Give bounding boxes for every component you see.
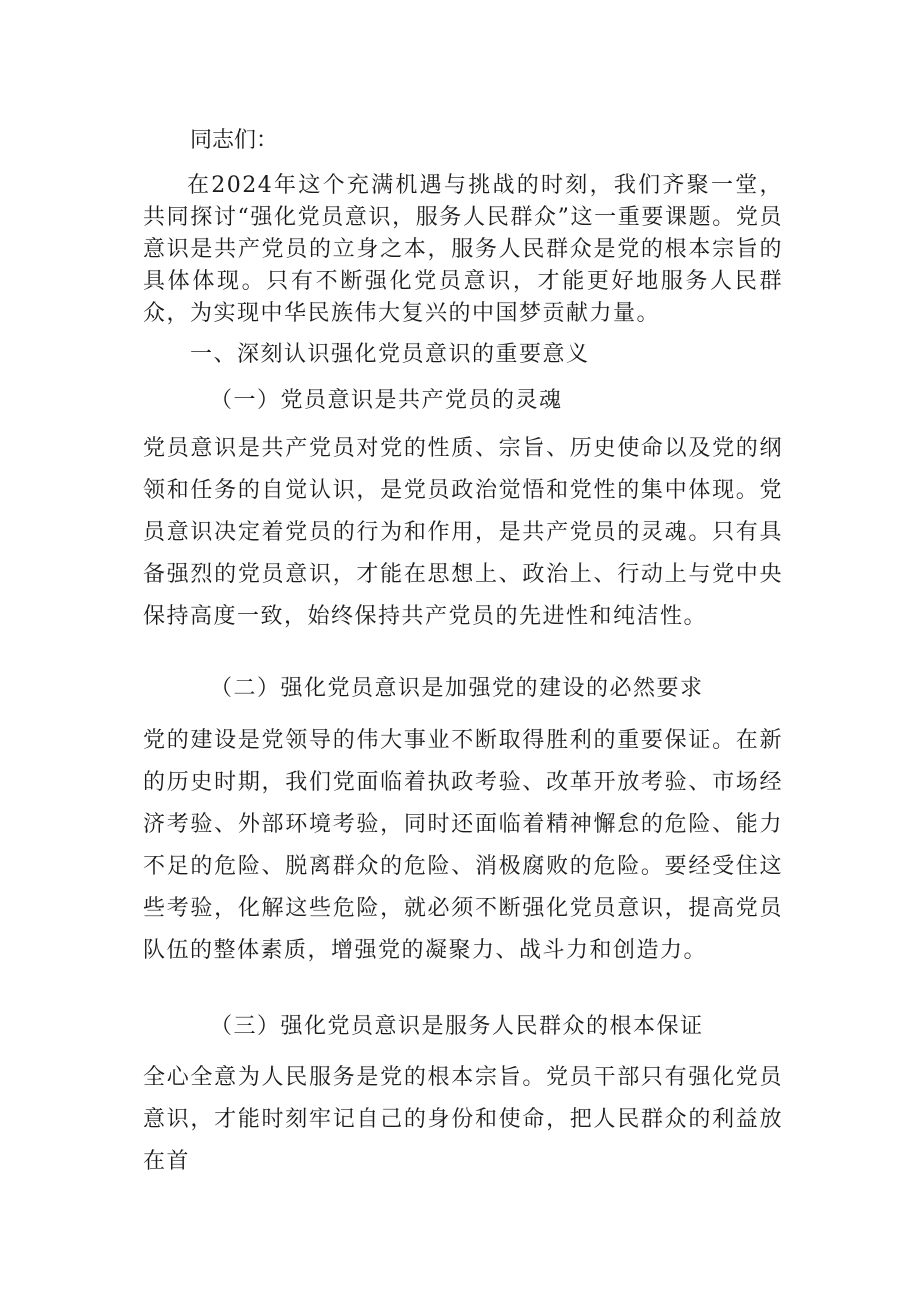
subsection-1-body bbox=[143, 428, 783, 638]
section-1-heading: 一、深刻认识强化党员意识的重要意义 bbox=[190, 342, 590, 367]
subsection-2-text: 党的建设是党领导的伟大事业不断取得胜利的重要保证。在新的历史时期，我们党面临着执政考验、改革开放考验、市场经济考验、外部环境考验，同时还面临着精神懈怠的危险、能力不足的危险、脱离群众的危险、消极腐败的危险。要经受住这些考验，化解这些危险，就必须不断强化党员意识，提高党员队伍的整体素质，增强党的凝聚力、战斗力和创造力。 bbox=[143, 728, 783, 963]
subsection-2-body bbox=[143, 720, 783, 972]
subsection-3-body bbox=[143, 1057, 783, 1183]
subsection-1-text: 党员意识是共产党员对党的性质、宗旨、历史使命以及党的纲领和任务的自觉认识，是党员政治觉悟和党性的集中体现。党员意识决定着党员的行为和作用，是共产党员的灵魂。只有具备强烈的党员意识，才能在思想上、政治上、行动上与党中央保持高度一致，始终保持共产党员的先进性和纯洁性。 bbox=[143, 436, 783, 629]
intro-text: 在2024年这个充满机遇与挑战的时刻，我们齐聚一堂，共同探讨“强化党员意识，服务人民群众”这一重要课题。党员意识是共产党员的立身之本，服务人民群众是党的根本宗旨的具体体现。只有不断强化党员意识，才能更好地服务人民群众，为实现中华民族伟大复兴的中国梦贡献力量。 bbox=[143, 173, 783, 326]
subsection-2-heading: （二）强化党员意识是加强党的建设的必然要求 bbox=[210, 676, 704, 701]
intro-paragraph bbox=[143, 170, 783, 330]
subsection-3-text: 全心全意为人民服务是党的根本宗旨。党员干部只有强化党员意识，才能时刻牢记自己的身份和使命，把人民群众的利益放在首 bbox=[143, 1065, 783, 1174]
subsection-3-heading: （三）强化党员意识是服务人民群众的根本保证 bbox=[210, 1014, 704, 1039]
subsection-1-heading: （一）党员意识是共产党员的灵魂 bbox=[210, 388, 563, 413]
salutation: 同志们： bbox=[190, 128, 279, 153]
